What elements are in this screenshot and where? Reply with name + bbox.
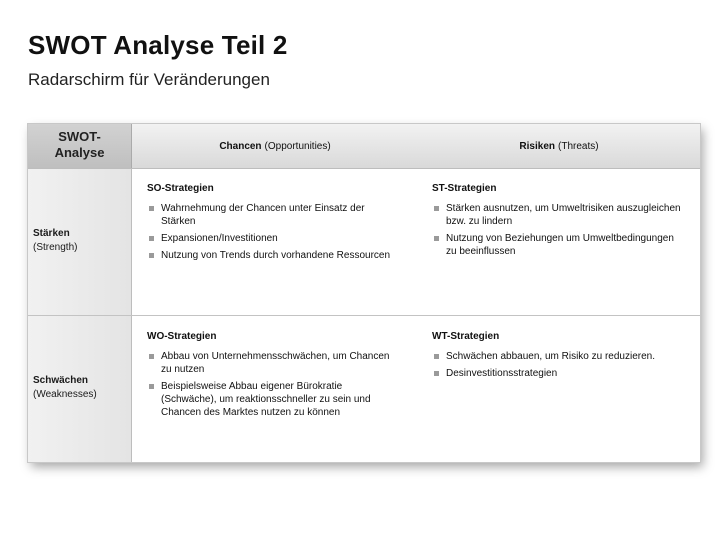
corner-label-line2: Analyse <box>54 145 105 160</box>
corner-cell <box>28 124 132 168</box>
page-subtitle: Radarschirm für Veränderungen <box>28 70 270 89</box>
table-header-row <box>28 124 700 169</box>
cell-st-strategies <box>432 182 682 262</box>
swot-table <box>28 124 700 462</box>
page-title: SWOT Analyse Teil 2 <box>28 30 288 60</box>
st-list <box>432 202 682 258</box>
list-item: Desinvestitionsstrategien <box>432 367 682 380</box>
list-item: Wahrnehmung der Chancen unter Einsatz der Stärken <box>147 202 397 228</box>
list-item: Schwächen abbauen, um Risiko zu reduzieren. <box>432 350 682 363</box>
list-item: Expansionen/Investitionen <box>147 232 397 245</box>
corner-label-line1: SWOT- <box>58 129 101 144</box>
wo-list <box>147 350 397 419</box>
so-heading: SO-Strategien <box>147 183 214 194</box>
list-item: Nutzung von Trends durch vorhandene Ressourcen <box>147 249 397 262</box>
so-list <box>147 202 397 262</box>
row-label-weaknesses-main: Schwächen <box>33 375 89 386</box>
column-header-risks-bold: Risiken <box>519 140 555 152</box>
row-label-weaknesses <box>28 316 132 462</box>
column-header-risks-rest: (Threats) <box>558 140 599 152</box>
list-item: Beispielsweise Abbau eigener Bürokratie (Schwäche), um reaktionsschneller zu sein und Chancen des Marktes nutzen zu können <box>147 380 397 419</box>
column-header-chances-rest: (Opportunities) <box>264 140 331 152</box>
list-item: Nutzung von Beziehungen um Umweltbedingungen zu beeinflussen <box>432 232 682 258</box>
list-item: Abbau von Unternehmensschwächen, um Chancen zu nutzen <box>147 350 397 376</box>
wo-heading: WO-Strategien <box>147 331 217 342</box>
wt-heading: WT-Strategien <box>432 331 500 342</box>
row-label-strengths-sub: (Strength) <box>33 242 78 253</box>
cell-wt-strategies <box>432 330 682 384</box>
wt-list <box>432 350 682 380</box>
row-label-strengths <box>28 169 132 315</box>
cell-wo-strategies <box>147 330 397 423</box>
cell-so-strategies <box>147 182 397 266</box>
column-header-chances-bold: Chancen <box>219 140 262 152</box>
column-header-chances <box>132 124 418 168</box>
st-heading: ST-Strategien <box>432 183 497 194</box>
row-label-strengths-main: Stärken <box>33 228 70 239</box>
row-label-weaknesses-sub: (Weaknesses) <box>33 389 97 400</box>
column-header-risks <box>418 124 700 168</box>
list-item: Stärken ausnutzen, um Umweltrisiken auszugleichen bzw. zu lindern <box>432 202 682 228</box>
